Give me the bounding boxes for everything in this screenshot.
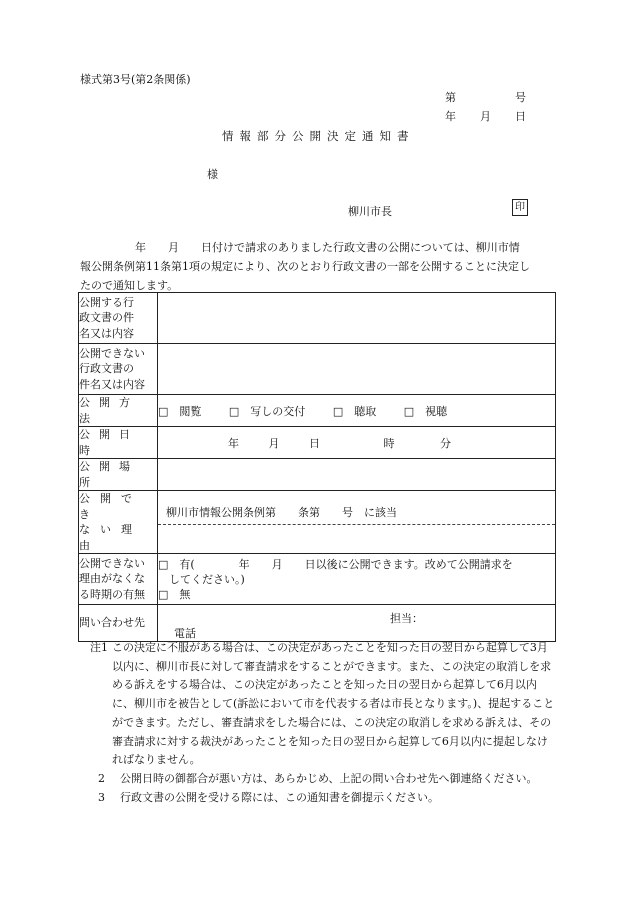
- label-datetime: 公開日時: [79, 427, 158, 459]
- row-datetime: [79, 427, 556, 459]
- reason-ordinance-clause[interactable]: 柳川市情報公開条例第 条第 号 に該当: [158, 500, 555, 525]
- option-yes[interactable]: □ 有( 年 月 日以後に公開できます。改めて公開請求を: [158, 557, 513, 571]
- number-dai: 第: [445, 91, 456, 104]
- document-title: 情報部分公開決定通知書: [222, 129, 415, 143]
- label-method: 公開方法: [79, 395, 158, 427]
- value-document-name[interactable]: [158, 293, 556, 344]
- contact-tel: 電話: [174, 627, 196, 640]
- body-line-1: 年 月 日付けで請求のありました行政文書の公開については、柳川市情: [80, 241, 520, 254]
- value-datetime[interactable]: 年 月 日 時 分: [158, 427, 556, 459]
- row-contact: [79, 605, 556, 642]
- method-option-view[interactable]: □ 閲覧: [158, 404, 202, 418]
- label-nondisclosed-document: 公開できない 行政文書の 件名又は内容: [79, 344, 158, 395]
- notes: [90, 639, 555, 807]
- row-place: [79, 459, 556, 491]
- number-go: 号: [515, 91, 526, 104]
- row-document-name: [79, 293, 556, 344]
- body-line-3: たので通知します。: [80, 279, 179, 292]
- value-place[interactable]: [158, 459, 556, 491]
- note-2: 2 公開日時の御都合が悪い方は、あらかじめ、上記の問い合わせ先へ御連絡ください。: [98, 771, 538, 785]
- method-option-listen[interactable]: □ 聴取: [332, 404, 377, 418]
- row-reason: [79, 491, 556, 554]
- row-nondisclosed-document: [79, 344, 556, 395]
- disclosure-table: [78, 292, 556, 642]
- label-contact: 問い合わせ先: [79, 605, 158, 642]
- method-option-copy[interactable]: □ 写しの交付: [228, 404, 306, 418]
- note-1: 注1 この決定に不服がある場合は、この決定があったことを知った日の翌日から起算して3月以内に、柳川市長に対して審査請求をすることができます。また、この決定の取消しを求める訴えをする場合は、この決定があったことを知った日の翌日から起算して6月以内に、柳川市を被告として(訴訟において市を代表する者は市長となります。)、提起することができます。ただし、審査請求をした場合には、この決定の取消しを求める訴えは、その審査請求に対する裁決があったことを知った日の翌日から起算して6月以内に提起しなければなりません。: [90, 641, 555, 767]
- reason-detail[interactable]: [158, 525, 555, 545]
- label-reason: 公開でき ない理由: [79, 491, 158, 554]
- value-contact[interactable]: [158, 605, 556, 642]
- addressee: 様: [207, 168, 218, 181]
- date-day: 日: [515, 110, 526, 123]
- date-month: 月: [480, 110, 491, 123]
- option-no[interactable]: □ 無: [158, 587, 191, 601]
- body-text: [80, 238, 550, 295]
- option-yes-cont: してください。): [158, 572, 245, 586]
- method-option-watch[interactable]: □ 視聴: [403, 404, 448, 418]
- contact-tanto: 担当：: [390, 612, 423, 625]
- label-no-longer-reason: 公開できない 理由がなくな る時期の有無: [79, 554, 158, 605]
- value-method: [158, 395, 556, 427]
- issuer: 柳川市長: [348, 205, 392, 218]
- label-place: 公開場所: [79, 459, 158, 491]
- value-reason: [158, 491, 556, 554]
- value-no-longer-reason: [158, 554, 556, 605]
- label-document-name: 公開する行 政文書の件 名又は内容: [79, 293, 158, 344]
- body-line-2: 報公開条例第11条第1項の規定により、次のとおり行政文書の一部を公開することに決定し: [80, 260, 530, 273]
- value-nondisclosed-document[interactable]: [158, 344, 556, 395]
- note-3: 3 行政文書の公開を受ける際には、この通知書を御提示ください。: [98, 790, 439, 804]
- date-year: 年: [445, 110, 456, 123]
- seal-mark: 印: [512, 199, 528, 216]
- form-number: 様式第3号(第2条関係): [80, 73, 191, 86]
- row-method: [79, 395, 556, 427]
- row-no-longer-reason: [79, 554, 556, 605]
